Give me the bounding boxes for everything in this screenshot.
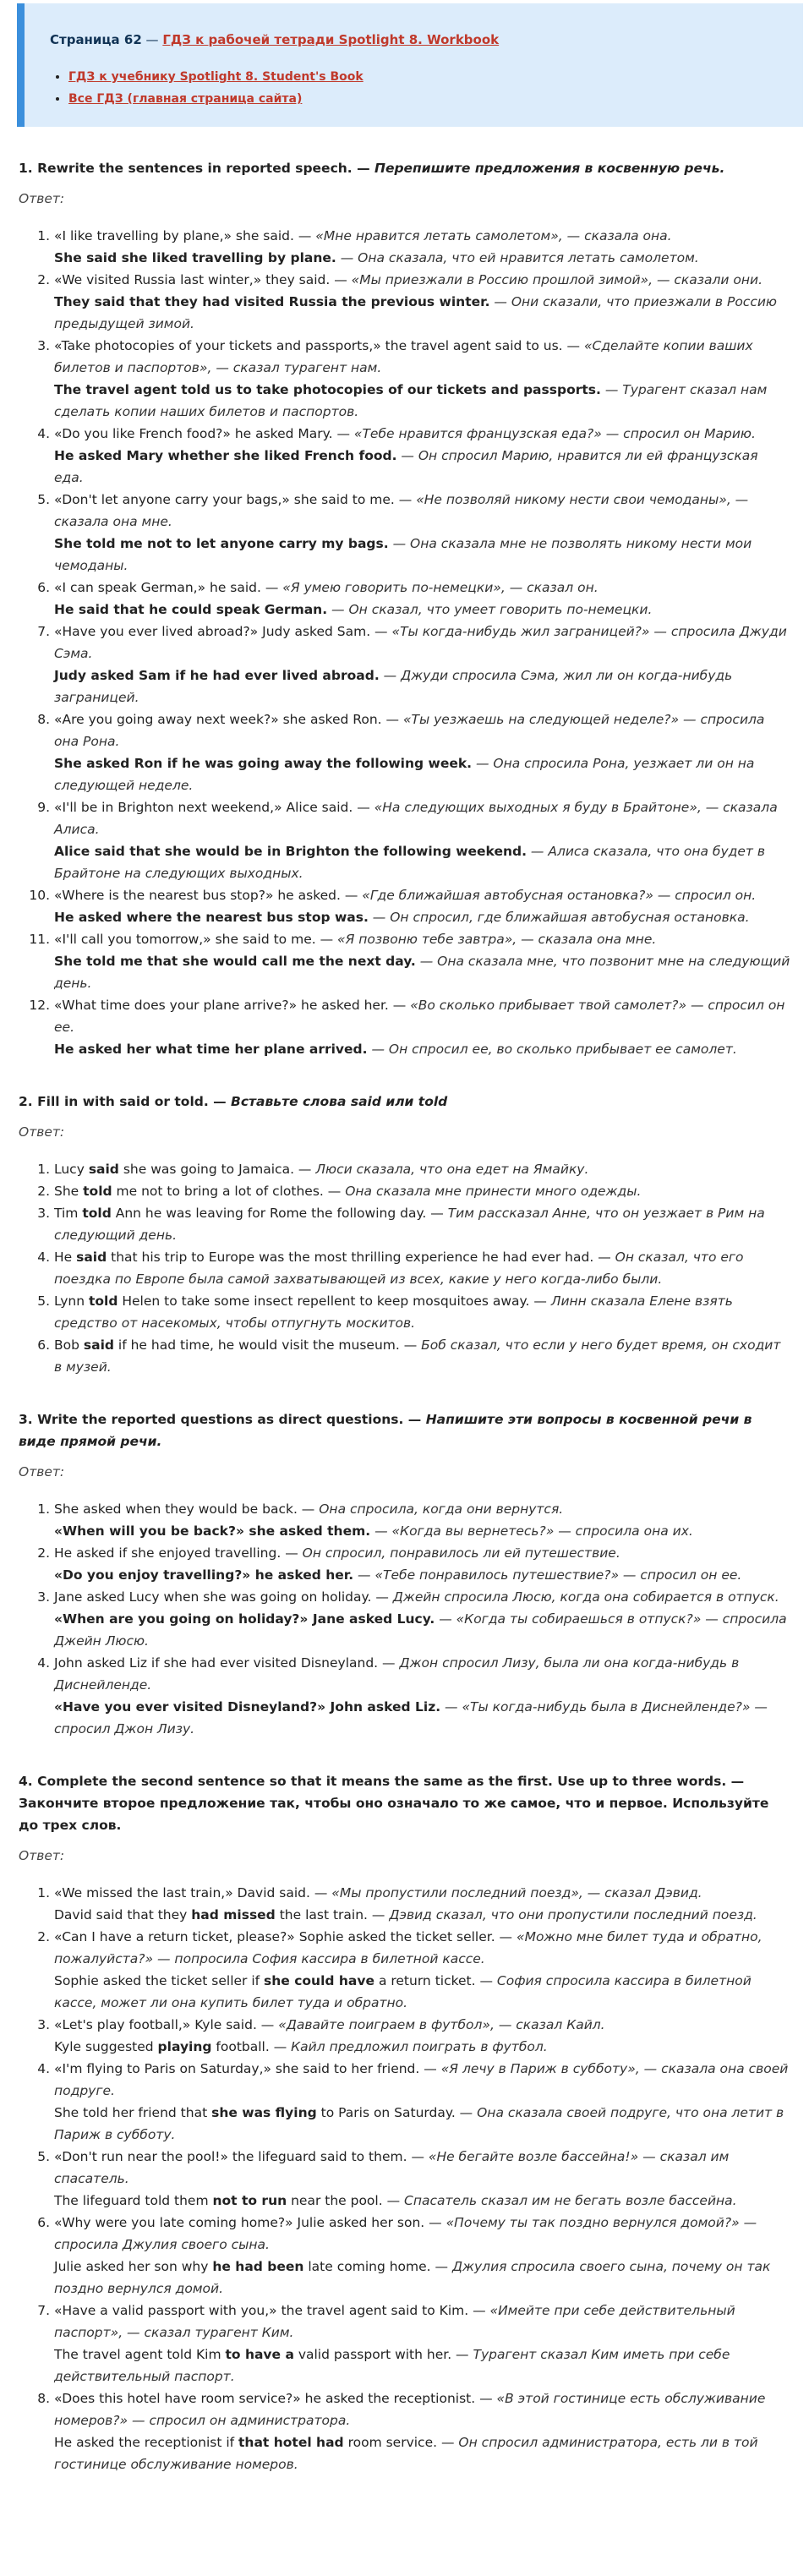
answer-text: «When will you be back?» she asked them. [54,1523,371,1539]
answer-text: Alice said that she would be in Brighton the following weekend. [54,844,527,859]
answer-translation: — Он спросил ее, во сколько прибывает ее самолет. [367,1042,737,1057]
question-line [54,2014,790,2036]
sentence-end: Ann he was leaving for Rome the following day. — [111,1206,448,1221]
exercise-item [54,577,790,621]
answer-text: her what time her plane arrived. [126,1042,368,1057]
question-translation: «Мне нравится летать самолетом», — сказала она. [315,228,672,243]
question-line [54,335,790,379]
sentence-end: if he had time, he would visit the museum. — [113,1337,422,1353]
question-translation: «Где ближайшая автобусная остановка?» — спросил он. [362,888,757,903]
answer-end: a return ticket. — [374,1973,497,1988]
exercise-item [54,884,790,928]
answer-text: He asked where the nearest bus stop was. [54,910,369,925]
answer-start: Julie asked her son why [54,2259,213,2274]
exercise-item [54,1498,790,1542]
question-text: «I can speak German,» he said. — [54,580,283,595]
students-book-link[interactable]: ГДЗ к учебнику Spotlight 8. Student's Book [68,70,364,84]
question-translation: «Во сколько прибывает твой самолет?» — спросил он ее. [54,998,785,1035]
answer-start: She told her friend that [54,2105,212,2120]
question-translation: «Почему ты так поздно вернулся домой?» — спросила Джулия своего сына. [54,2215,757,2252]
question-text: John asked Liz if she had ever visited Disneyland. — [54,1655,400,1671]
nav-link-item [68,66,784,88]
answer-translation: — «Ты когда-нибудь была в Диснейленде?» — спросил Джон Лизу. [54,1699,768,1736]
question-text: «Have you ever lived abroad?» Judy asked Sam. — [54,624,392,639]
answer-label: Ответ: [19,1464,65,1479]
question-line [54,1586,790,1608]
header-dash: — [141,32,163,47]
exercise-item [54,2212,790,2300]
question-translation: «Я лечу в Париж в субботу», — сказала она своей подруге. [54,2061,789,2098]
exercise-item [54,2014,790,2058]
answer-line [54,1564,790,1586]
sentence-start: Tim [54,1206,83,1221]
question-translation: «Ты уезжаешь на следующей неделе?» — спросила она Рона. [54,712,765,749]
answer-end: football. — [211,2039,292,2054]
exercise-item [54,2146,790,2212]
question-text: «I'll call you tomorrow,» she said to me. — [54,932,338,947]
question-text: She asked when they would be back. — [54,1501,320,1517]
answer-words: not to run [212,2193,287,2208]
question-line [54,1882,790,1904]
exercise-item [54,621,790,708]
exercise-item [54,269,790,335]
answer-end: late coming home. — [303,2259,452,2274]
question-line [54,2387,790,2431]
question-translation: «Имейте при себе действительный паспорт», — сказал турагент Ким. [54,2303,735,2340]
answer-end: near the pool. — [287,2193,404,2208]
content [8,157,801,2475]
answer-line [54,1904,790,1926]
sentence-start: He [54,1250,77,1265]
answer-words: playing [157,2039,212,2054]
answer-translation: — Джуди спросила Сэма, жил ли он когда-нибудь заграницей. [54,668,733,705]
exercise-item [54,1290,790,1334]
answer-translation: Турагент сказал Ким иметь при себе действительный паспорт. [54,2347,730,2384]
question-line [54,928,790,950]
answer-line [54,2036,790,2058]
answer-translation: — Она сказала мне не позволять никому нести мои чемоданы. [54,536,752,573]
sentence-translation: Люси сказала, что она едет на Ямайку. [315,1162,589,1177]
answer-label: Ответ: [19,1848,65,1863]
question-line [54,225,790,247]
exercise-item [54,489,790,577]
answer-text: She told me not to let anyone carry my bags. [54,536,389,551]
exercise-item [54,1882,790,1926]
answer-start: David said that they [54,1907,192,1922]
question-translation: Джейн спросила Люсю, когда она собирается в отпуск. [392,1589,779,1605]
answer-text: «Do you enjoy travelling?» he asked her. [54,1567,354,1583]
answer-line [54,247,790,269]
exercise-4-list [19,1882,790,2475]
question-translation: «Я умею говорить по-немецки», — сказал он. [282,580,599,595]
question-translation: «Не позволяй никому нести свои чемоданы», — сказала она мне. [54,492,749,529]
answer-end: to Paris on Saturday. — [316,2105,478,2120]
answer-translation: — «Тебе понравилось путешествие?» — спросил он ее. [353,1567,742,1583]
filled-word: told [88,1293,118,1309]
page-header [50,32,784,47]
question-text: «Do you like French food?» he asked Mary. — [54,426,354,441]
answer-start: The travel agent told Kim [54,2347,226,2362]
answer-translation: — Они сказали, что приезжали в Россию предыдущей зимой. [54,294,777,331]
answer-line [54,950,790,994]
answer-translation: — Турагент сказал нам сделать копии наших билетов и паспортов. [54,382,768,419]
answer-label: Ответ: [19,191,65,206]
question-text: «I'll be in Brighton next weekend,» Alice said. — [54,800,374,815]
exercise-item [54,796,790,884]
exercise-item [54,1926,790,2014]
answer-line [54,752,790,796]
exercise-2-title [19,1091,790,1113]
question-text: «I like travelling by plane,» she said. — [54,228,316,243]
exercise-item [54,423,790,489]
question-text: Jane asked Lucy when she was going on holiday. — [54,1589,393,1605]
answer-translation: Дэвид сказал, что они пропустили последний поезд. [389,1907,757,1922]
answer-line [54,1520,790,1542]
answer-translation: — Он сказал, что умеет говорить по-немецки. [327,602,653,617]
answer-line [54,445,790,489]
question-line [54,269,790,291]
exercise-item [54,1202,790,1246]
answer-line [54,599,790,621]
exercise-3-title [19,1408,790,1452]
question-text: «Are you going away next week?» she asked Ron. — [54,712,403,727]
answer-text: They said that they had visited Russia the previous winter. [54,294,490,309]
answer-line [54,840,790,884]
exercise-item [54,2058,790,2146]
sentence-translation: Линн сказала Елене взять средство от насекомых, чтобы отпугнуть москитов. [54,1293,733,1331]
answer-end: room service. — [343,2435,459,2450]
question-line [54,489,790,533]
question-text: «Let's play football,» Kyle said. — [54,2017,279,2032]
answer-translation: София спросила кассира в билетной кассе, может ли она купить билет туда и обратно. [54,1973,752,2010]
filled-word: said [76,1250,107,1265]
answer-text: He asked Mary whether she liked French food. [54,448,397,463]
answer-translation: — «Когда ты собираешься в отпуск?» — спросила Джейн Люсю. [54,1611,787,1649]
answer-text: The travel agent told us to take photocopies of our tickets and passports. [54,382,601,397]
answer-words: that hotel had [238,2435,344,2450]
exercise-item [54,1246,790,1290]
answer-line [54,2190,790,2212]
answer-start: He asked the receptionist if [54,2435,239,2450]
exercise-item [54,994,790,1060]
question-text: «We visited Russia last winter,» they said. — [54,272,352,287]
answer-start: Sophie asked the ticket seller if [54,1973,265,1988]
answer-end: valid passport with her. — [293,2347,473,2362]
exercise-4-title: 4. Complete the second sentence so that it means the same as the first. Use up to three words. — Закончите второе предложение так, чтобы оно означало то же самое, что и первое. Используйте до трех слов. [19,1774,769,1833]
exercise-item [54,928,790,994]
question-translation: «Я позвоню тебе завтра», — сказала она мне. [337,932,657,947]
question-text: «Can I have a return ticket, please?» Sophie asked the ticket seller. — [54,1929,517,1944]
question-translation: «На следующих выходных я буду в Брайтоне», — сказала Алиса. [54,800,778,837]
exercise-item [54,1180,790,1202]
question-text: «Why were you late coming home?» Julie asked her son. — [54,2215,446,2230]
answer-translation: Она сказала своей подруге, что она летит в Париж в субботу. [54,2105,784,2142]
exercise-2-title-en: 2. Fill in with said or told. — [19,1094,232,1109]
question-translation: «Мы приезжали в Россию прошлой зимой», — сказали они. [351,272,763,287]
sentence-end: me not to bring a lot of clothes. — [112,1184,346,1199]
answer-translation: — Она спросила Рона, уезжает ли он на следующей неделе. [54,756,755,793]
exercise-item [54,2300,790,2387]
answer-translation: — Он спросил, где ближайшая автобусная остановка. [368,910,750,925]
question-line [54,884,790,906]
question-line [54,423,790,445]
answer-translation: — Она сказала, что ей нравится летать самолетом. [336,250,699,265]
exercise-item [54,225,790,269]
answer-translation: Джулия спросила своего сына, почему он так поздно вернулся домой. [54,2259,771,2296]
question-text: «Don't run near the pool!» the lifeguard said to them. — [54,2149,429,2164]
filled-word: said [83,1337,114,1353]
question-translation: Она спросила, когда они вернутся. [319,1501,564,1517]
exercise-item [54,708,790,796]
exercise-1-title-ru: Перепишите предложения в косвенную речь. [374,161,725,176]
question-translation: «Давайте поиграем в футбол», — сказал Кайл. [278,2017,605,2032]
exercise-item [54,1334,790,1378]
question-line [54,2212,790,2256]
exercise-item [54,1158,790,1180]
exercise-1-title [19,157,790,179]
question-text: «We missed the last train,» David said. — [54,1885,332,1901]
answer-text-start: He asked [54,1042,127,1057]
question-translation: Джон спросил Лизу, была ли она когда-нибудь в Диснейленде. [54,1655,740,1693]
question-translation: «Не бегайте возле бассейна!» — сказал им спасатель. [54,2149,730,2186]
question-text: «Does this hotel have room service?» he asked the receptionist. — [54,2391,497,2406]
exercise-3-list [19,1498,790,1740]
answer-text: «When are you going on holiday?» Jane asked Lucy. [54,1611,435,1627]
question-line [54,2146,790,2190]
question-translation: Он спросил, понравилось ли ей путешествие. [302,1545,620,1561]
question-text: «Don't let anyone carry your bags,» she said to me. — [54,492,417,507]
answer-text: She told me that she would call me the next day. [54,954,416,969]
answer-line [54,533,790,577]
sentence-end: that his trip to Europe was the most thrilling experience he had ever had. — [107,1250,615,1265]
question-text: «Where is the nearest bus stop?» he asked. — [54,888,363,903]
exercise-1-title-en: 1. Rewrite the sentences in reported speech. — [19,161,374,176]
sentence-end: Helen to take some insect repellent to keep mosquitoes away. — [118,1293,551,1309]
answer-line [54,1608,790,1652]
answer-translation: Спасатель сказал им не бегать возле бассейна. [404,2193,737,2208]
exercise-item [54,335,790,423]
answer-translation: Он спросил администратора, есть ли в той гостинице обслуживание номеров. [54,2435,758,2472]
sentence-start: Bob [54,1337,84,1353]
answer-end: the last train. — [275,1907,390,1922]
sentence-start: Lynn [54,1293,89,1309]
question-text: «Have a valid passport with you,» the travel agent said to Kim. — [54,2303,490,2318]
question-text: He asked if she enjoyed travelling. — [54,1545,303,1561]
question-line [54,994,790,1038]
answer-translation: — Алиса сказала, что она будет в Брайтоне на следующих выходных. [54,844,765,881]
answer-line [54,291,790,335]
answer-translation: — Она сказала мне, что позвонит мне на следующий день. [54,954,790,991]
sentence-end: she was going to Jamaica. — [118,1162,316,1177]
answer-words: she was flying [211,2105,317,2120]
question-line [54,708,790,752]
sentence-translation: Тим рассказал Анне, что он уезжает в Рим на следующий день. [54,1206,765,1243]
answer-line [54,665,790,708]
answer-line [54,2102,790,2146]
filled-word: told [82,1206,112,1221]
answer-text: He said that he could speak German. [54,602,328,617]
answer-line [54,1038,790,1060]
answer-words: to have a [225,2347,294,2362]
question-text: «I'm flying to Paris on Saturday,» she said to her friend. — [54,2061,441,2076]
question-translation: «Тебе нравится французская еда?» — спросил он Марию. [353,426,756,441]
answer-text: «Have you ever visited Disneyland?» John asked Liz. [54,1699,441,1715]
answer-label: Ответ: [19,1124,65,1140]
answer-line [54,2431,790,2475]
question-line [54,577,790,599]
answer-line [54,906,790,928]
answer-text: Judy asked Sam if he had ever lived abroad. [54,668,380,683]
question-line [54,621,790,665]
sentence-start: Lucy [54,1162,89,1177]
exercise-item [54,1542,790,1586]
exercise-2-title-ru: Вставьте слова said или told [231,1094,448,1109]
answer-translation: Кайл предложил поиграть в футбол. [291,2039,548,2054]
question-line [54,1498,790,1520]
question-line [54,2300,790,2344]
sentence-start: She [54,1184,84,1199]
filled-word: told [83,1184,112,1199]
answer-line [54,1970,790,2014]
answer-start: Kyle suggested [54,2039,158,2054]
sentence-translation: Она сказала мне принести много одежды. [345,1184,642,1199]
answer-line [54,379,790,423]
nav-links [50,66,784,110]
page-label: Страница 62 [50,32,142,47]
question-text: «Take photocopies of your tickets and passports,» the travel agent said to us. — [54,338,584,353]
answer-line [54,2256,790,2300]
answer-words: he had been [212,2259,304,2274]
exercise-2-list [19,1158,790,1378]
all-gdz-link[interactable]: Все ГДЗ (главная страница сайта) [68,92,303,106]
answer-text: She asked Ron if he was going away the following week. [54,756,473,771]
question-line [54,1652,790,1696]
question-translation: «Сделайте копии ваших билетов и паспортов», — сказал турагент нам. [54,338,753,375]
question-translation: «Можно мне билет туда и обратно, пожалуйста?» — попросила София кассира в билетной кассе. [54,1929,763,1966]
sentence-translation: Боб сказал, что если у него будет время, он сходит в музей. [54,1337,781,1375]
exercise-1-list [19,225,790,1060]
filled-word: said [88,1162,119,1177]
exercise-item [54,1586,790,1652]
sentence-translation: Он сказал, что его поездка по Европе была самой захватывающей из всех, какие у него когда-либо были. [54,1250,744,1287]
question-line [54,1542,790,1564]
exercise-item [54,1652,790,1740]
question-line [54,1926,790,1970]
answer-line [54,1696,790,1740]
question-line [54,2058,790,2102]
exercise-item [54,2387,790,2475]
nav-link-item [68,88,784,110]
question-translation: «В этой гостинице есть обслуживание номеров?» — спросил он администратора. [54,2391,766,2428]
exercise-3-title-ru: Напишите эти вопросы в косвенной речи в виде прямой речи. [19,1412,752,1449]
answer-translation: — Он спросил Марию, нравится ли ей французская еда. [54,448,758,485]
answer-line [54,2344,790,2387]
exercise-3-title-en: 3. Write the reported questions as direct questions. — [19,1412,426,1427]
answer-words: she could have [264,1973,375,1988]
workbook-link[interactable]: ГДЗ к рабочей тетради Spotlight 8. Workbook [162,32,500,47]
answer-text: She said she liked travelling by plane. [54,250,336,265]
question-translation: «Ты когда-нибудь жил заграницей?» — спросила Джуди Сэма. [54,624,787,661]
answer-words: had missed [191,1907,276,1922]
question-line [54,796,790,840]
question-translation: «Мы пропустили последний поезд», — сказал Дэвид. [331,1885,702,1901]
answer-translation: — «Когда вы вернетесь?» — спросила она их. [370,1523,693,1539]
navigation-box [17,3,803,127]
answer-start: The lifeguard told them [54,2193,213,2208]
question-text: «What time does your plane arrive?» he asked her. — [54,998,411,1013]
